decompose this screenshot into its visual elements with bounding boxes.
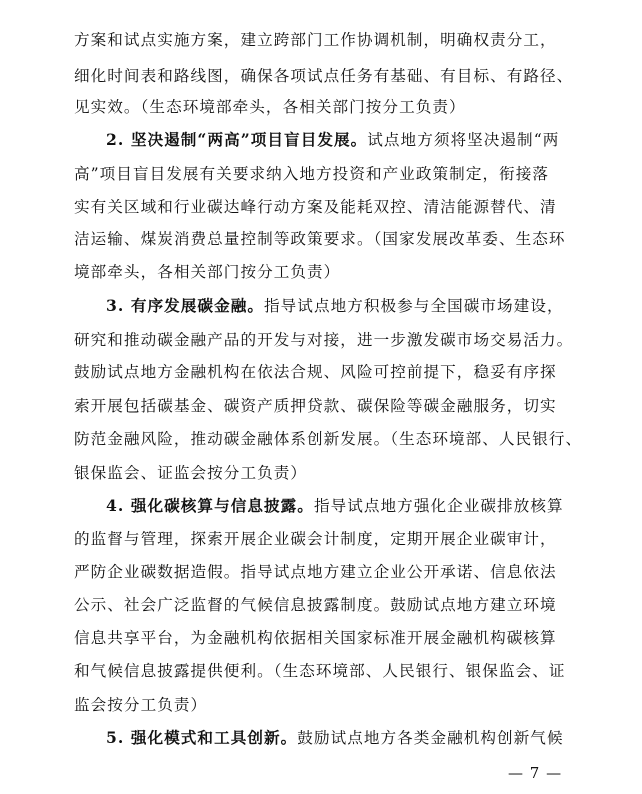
body-line: 方案和试点实施方案，建立跨部门工作协调机制，明确权责分工， (74, 31, 557, 49)
body-line: 银保监会、证监会按分工负责） (74, 464, 308, 482)
section-3-line (106, 296, 574, 316)
section-5-line (106, 728, 574, 748)
page-number: — 7 — (508, 764, 563, 782)
body-line: 监会按分工负责） (74, 696, 208, 714)
body-line: 的监督与管理，探索开展企业碳会计制度，定期开展企业碳审计， (74, 530, 557, 548)
body-line: 信息共享平台，为金融机构依据相关国家标准开展金融机构碳核算 (74, 629, 557, 647)
body-line: 鼓励试点地方金融机构在依法合规、风险可控前提下，稳妥有序探 (74, 363, 557, 381)
body-line: 境部牵头，各相关部门按分工负责） (74, 263, 341, 281)
body-line: 公示、社会广泛监督的气候信息披露制度。鼓励试点地方建立环境 (74, 596, 557, 614)
body-line: 防范金融风险，推动碳金融体系创新发展。（生态环境部、人民银行、 (74, 430, 583, 448)
body-line: 见实效。（生态环境部牵头，各相关部门按分工负责） (74, 98, 466, 116)
body-line: 和气候信息披露提供便利。（生态环境部、人民银行、银保监会、证 (74, 662, 566, 680)
section-text: 指导试点地方强化企业碳排放核算 (313, 497, 564, 515)
section-2-line (106, 130, 574, 150)
section-4-line (106, 496, 574, 516)
body-line: 实有关区域和行业碳达峰行动方案及能耗双控、清洁能源替代、清 (74, 198, 557, 216)
body-line: 洁运输、煤炭消费总量控制等政策要求。（国家发展改革委、生态环 (74, 230, 566, 248)
body-line: 研究和推动碳金融产品的开发与对接，进一步激发碳市场交易活力。 (74, 331, 574, 349)
body-line: 索开展包括碳基金、碳资产质押贷款、碳保险等碳金融服务，切实 (74, 397, 557, 415)
section-text: 鼓励试点地方各类金融机构创新气候 (297, 729, 564, 747)
section-text: 指导试点地方积极参与全国碳市场建设， (264, 297, 564, 315)
section-heading: 2. 坚决遏制“两高”项目盲目发展。 (106, 130, 368, 149)
section-text: 试点地方须将坚决遏制“两 (367, 131, 560, 149)
section-heading: 3. 有序发展碳金融。 (106, 296, 265, 315)
body-line: 高”项目盲目发展有关要求纳入地方投资和产业政策制定，衔接落 (74, 165, 550, 183)
section-heading: 4. 强化碳核算与信息披露。 (106, 496, 314, 515)
body-line: 细化时间表和路线图，确保各项试点任务有基础、有目标、有路径、 (74, 67, 574, 85)
body-line: 严防企业碳数据造假。指导试点地方建立企业公开承诺、信息依法 (74, 563, 557, 581)
section-heading: 5. 强化模式和工具创新。 (106, 728, 298, 747)
